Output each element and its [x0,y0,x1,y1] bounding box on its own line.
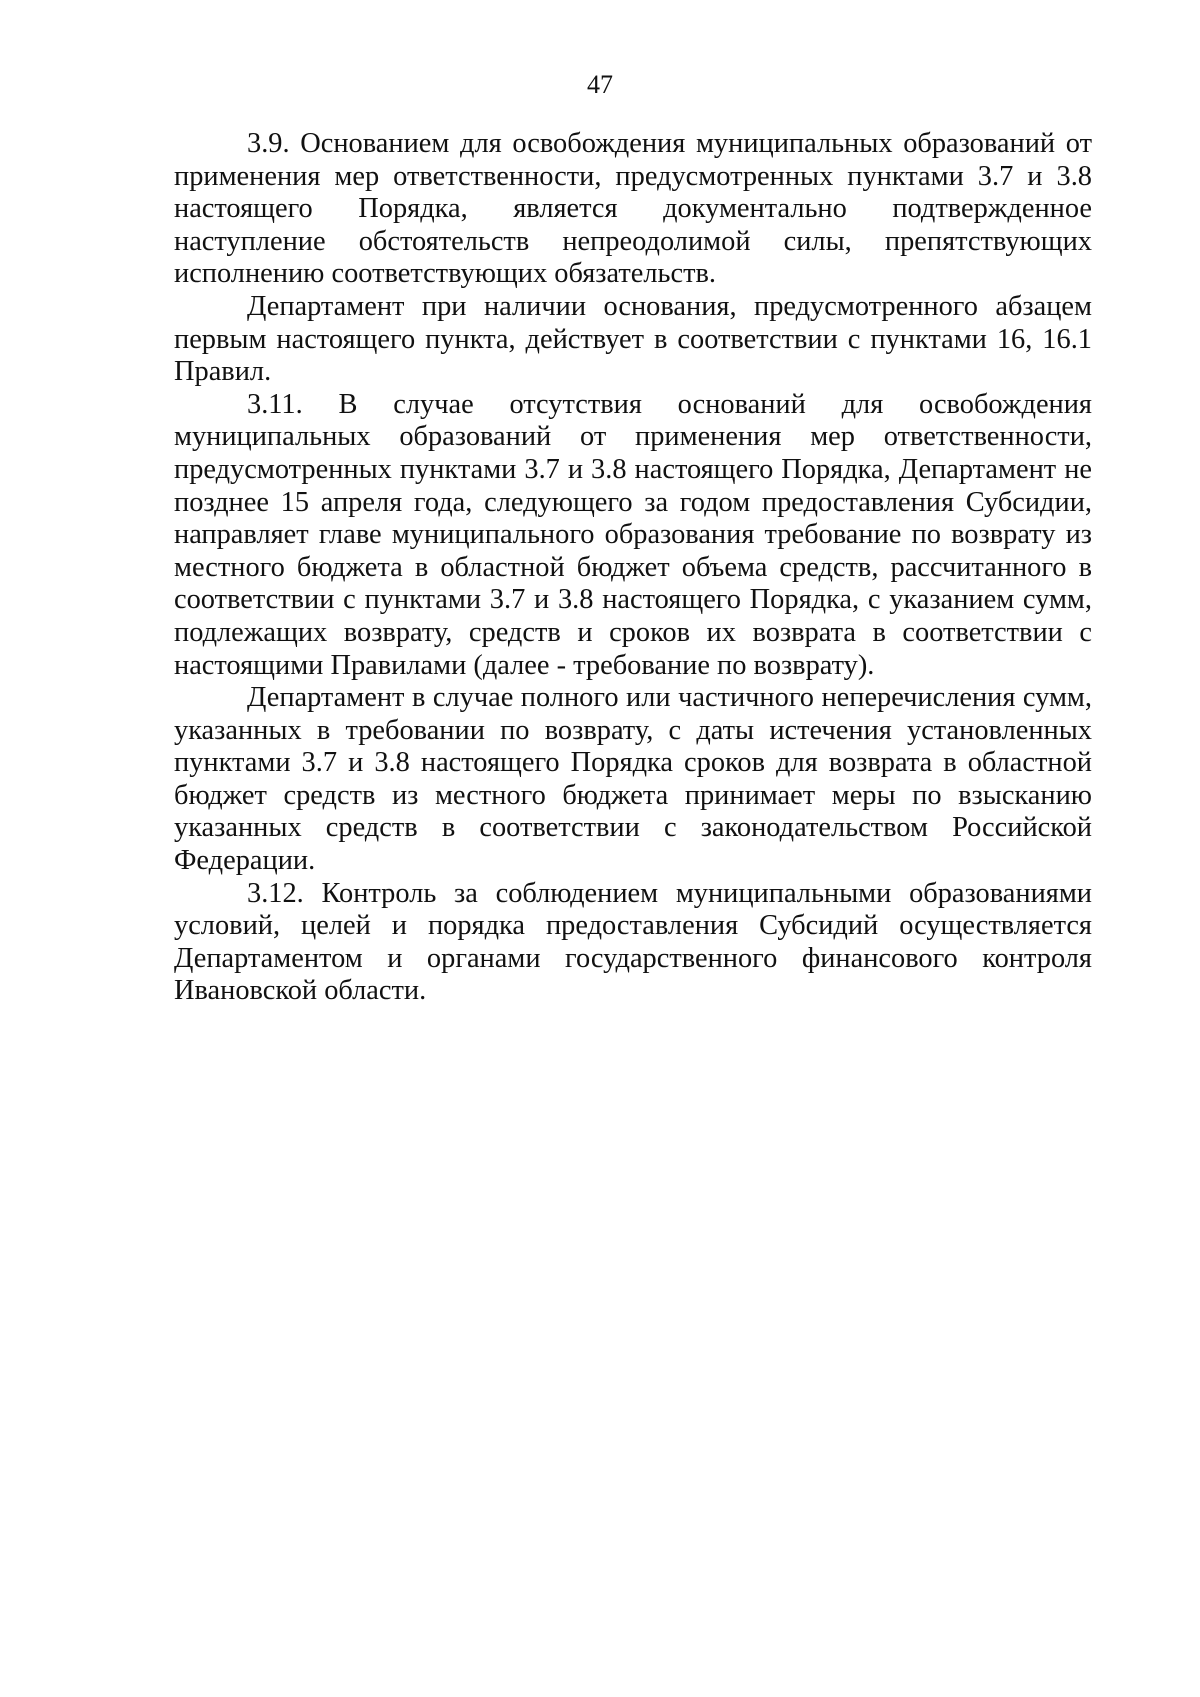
paragraph-3-11: 3.11. В случае отсутствия оснований для освобождения муниципальных образований от применения мер ответственности, предусмотренных пунктами 3.7 и 3.8 настоящего Порядка, Департамент не позднее 15 апреля года, следующего за годом предоставления Субсидии, направляет главе муниципального образования требование по возврату из местного бюджета в областной бюджет объема средств, рассчитанного в соответствии с пунктами 3.7 и 3.8 настоящего Порядка, с указанием сумм, подлежащих возврату, средств и сроков их возврата в соответствии с настоящими Правилами (далее - требование по возврату). [174,388,1092,681]
paragraph-3-9-second: Департамент при наличии основания, предусмотренного абзацем первым настоящего пункта, действует в соответствии с пунктами 16, 16.1 Правил. [174,290,1092,388]
paragraph-3-11-second: Департамент в случае полного или частичного неперечисления сумм, указанных в требовании по возврату, с даты истечения установленных пунктами 3.7 и 3.8 настоящего Порядка сроков для возврата в областной бюджет средств из местного бюджета принимает меры по взысканию указанных средств в соответствии с законодательством Российской Федерации. [174,682,1092,877]
paragraph-3-9: 3.9. Основанием для освобождения муниципальных образований от применения мер ответственности, предусмотренных пунктами 3.7 и 3.8 настоящего Порядка, является документально подтвержденное наступление обстоятельств непреодолимой силы, препятствующих исполнению соответствующих обязательств. [174,128,1092,290]
paragraph-3-12: 3.12. Контроль за соблюдением муниципальными образованиями условий, целей и порядка предоставления Субсидий осуществляется Департаментом и органами государственного финансового контроля Ивановской области. [174,877,1092,1007]
document-body [174,128,1092,1008]
page-number: 47 [587,70,613,99]
